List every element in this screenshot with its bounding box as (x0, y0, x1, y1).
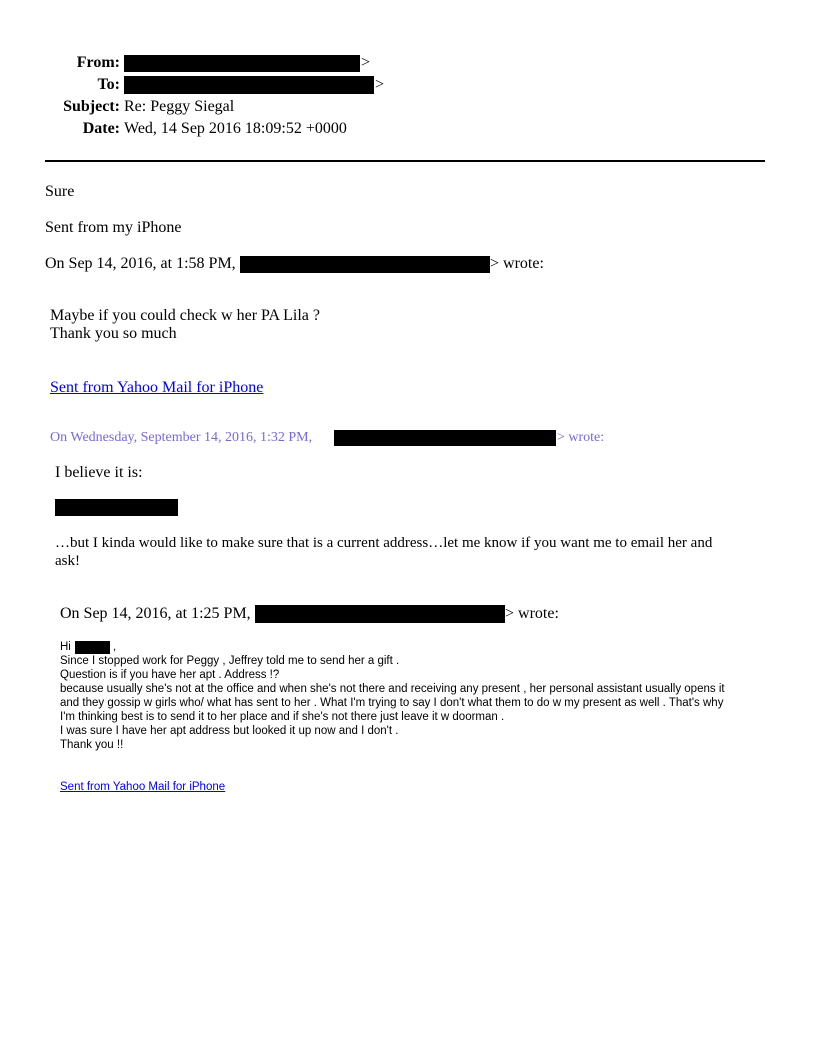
quote1-intro-suffix: > wrote: (490, 255, 544, 272)
msg4-line: I was sure I have her apt address but looked it up now and I don't . (60, 725, 399, 737)
msg4-line: and they gossip w girls who/ what has sent to her . What I'm trying to say I don't what them to do w my present as well . That's why (60, 697, 724, 709)
quote2-intro: On Wednesday, September 14, 2016, 1:32 PM, (50, 430, 313, 445)
quote1-intro: On Sep 14, 2016, at 1:58 PM, (45, 255, 236, 272)
msg3-line2a: …but I kinda would like to make sure that is a current address…let me know if you want me to email her and (55, 535, 713, 551)
from-label: From: (76, 54, 120, 71)
msg3-line1: I believe it is: (55, 464, 143, 481)
quote1-redaction (240, 256, 490, 273)
subject-label: Subject: (63, 98, 120, 115)
greeting-name-redaction (75, 641, 110, 654)
to-label: To: (97, 76, 120, 93)
from-redaction (124, 55, 360, 72)
quote2-redaction (334, 430, 556, 446)
msg4-greeting-suffix: , (113, 641, 117, 653)
msg4-line: Since I stopped work for Peggy , Jeffrey told me to send her a gift . (60, 655, 400, 667)
msg4-line: Thank you !! (60, 739, 124, 751)
to-suffix: > (375, 76, 385, 93)
quote2-intro-suffix: > wrote: (557, 430, 605, 445)
msg4-greeting: Hi (60, 641, 71, 653)
date-label: Date: (82, 120, 120, 137)
to-redaction (124, 76, 374, 94)
msg4-yahoo-link[interactable]: Sent from Yahoo Mail for iPhone (60, 781, 226, 793)
msg4-line: I'm thinking best is to send it to her place and if she's not there just leave it w doorman . (60, 711, 505, 723)
header-divider (45, 160, 765, 162)
msg2-line1: Maybe if you could check w her PA Lila ? (50, 307, 321, 324)
address-redaction (55, 499, 178, 516)
reply-signature: Sent from my iPhone (45, 219, 182, 236)
quote3-intro: On Sep 14, 2016, at 1:25 PM, (60, 605, 251, 622)
msg2-line2: Thank you so much (50, 325, 177, 342)
quote3-intro-suffix: > wrote: (505, 605, 559, 622)
quote3-redaction (255, 605, 505, 623)
reply-text: Sure (45, 183, 75, 200)
msg3-line2b: ask! (55, 553, 80, 569)
from-suffix: > (361, 54, 371, 71)
subject-value: Re: Peggy Siegal (124, 98, 235, 115)
msg4-line: because usually she's not at the office and when she's not there and receiving any present , her personal assistant usually opens it (60, 683, 725, 695)
date-value: Wed, 14 Sep 2016 18:09:52 +0000 (124, 120, 347, 137)
msg2-yahoo-link[interactable]: Sent from Yahoo Mail for iPhone (50, 379, 264, 396)
msg4-line: Question is if you have her apt . Address !? (60, 669, 280, 681)
